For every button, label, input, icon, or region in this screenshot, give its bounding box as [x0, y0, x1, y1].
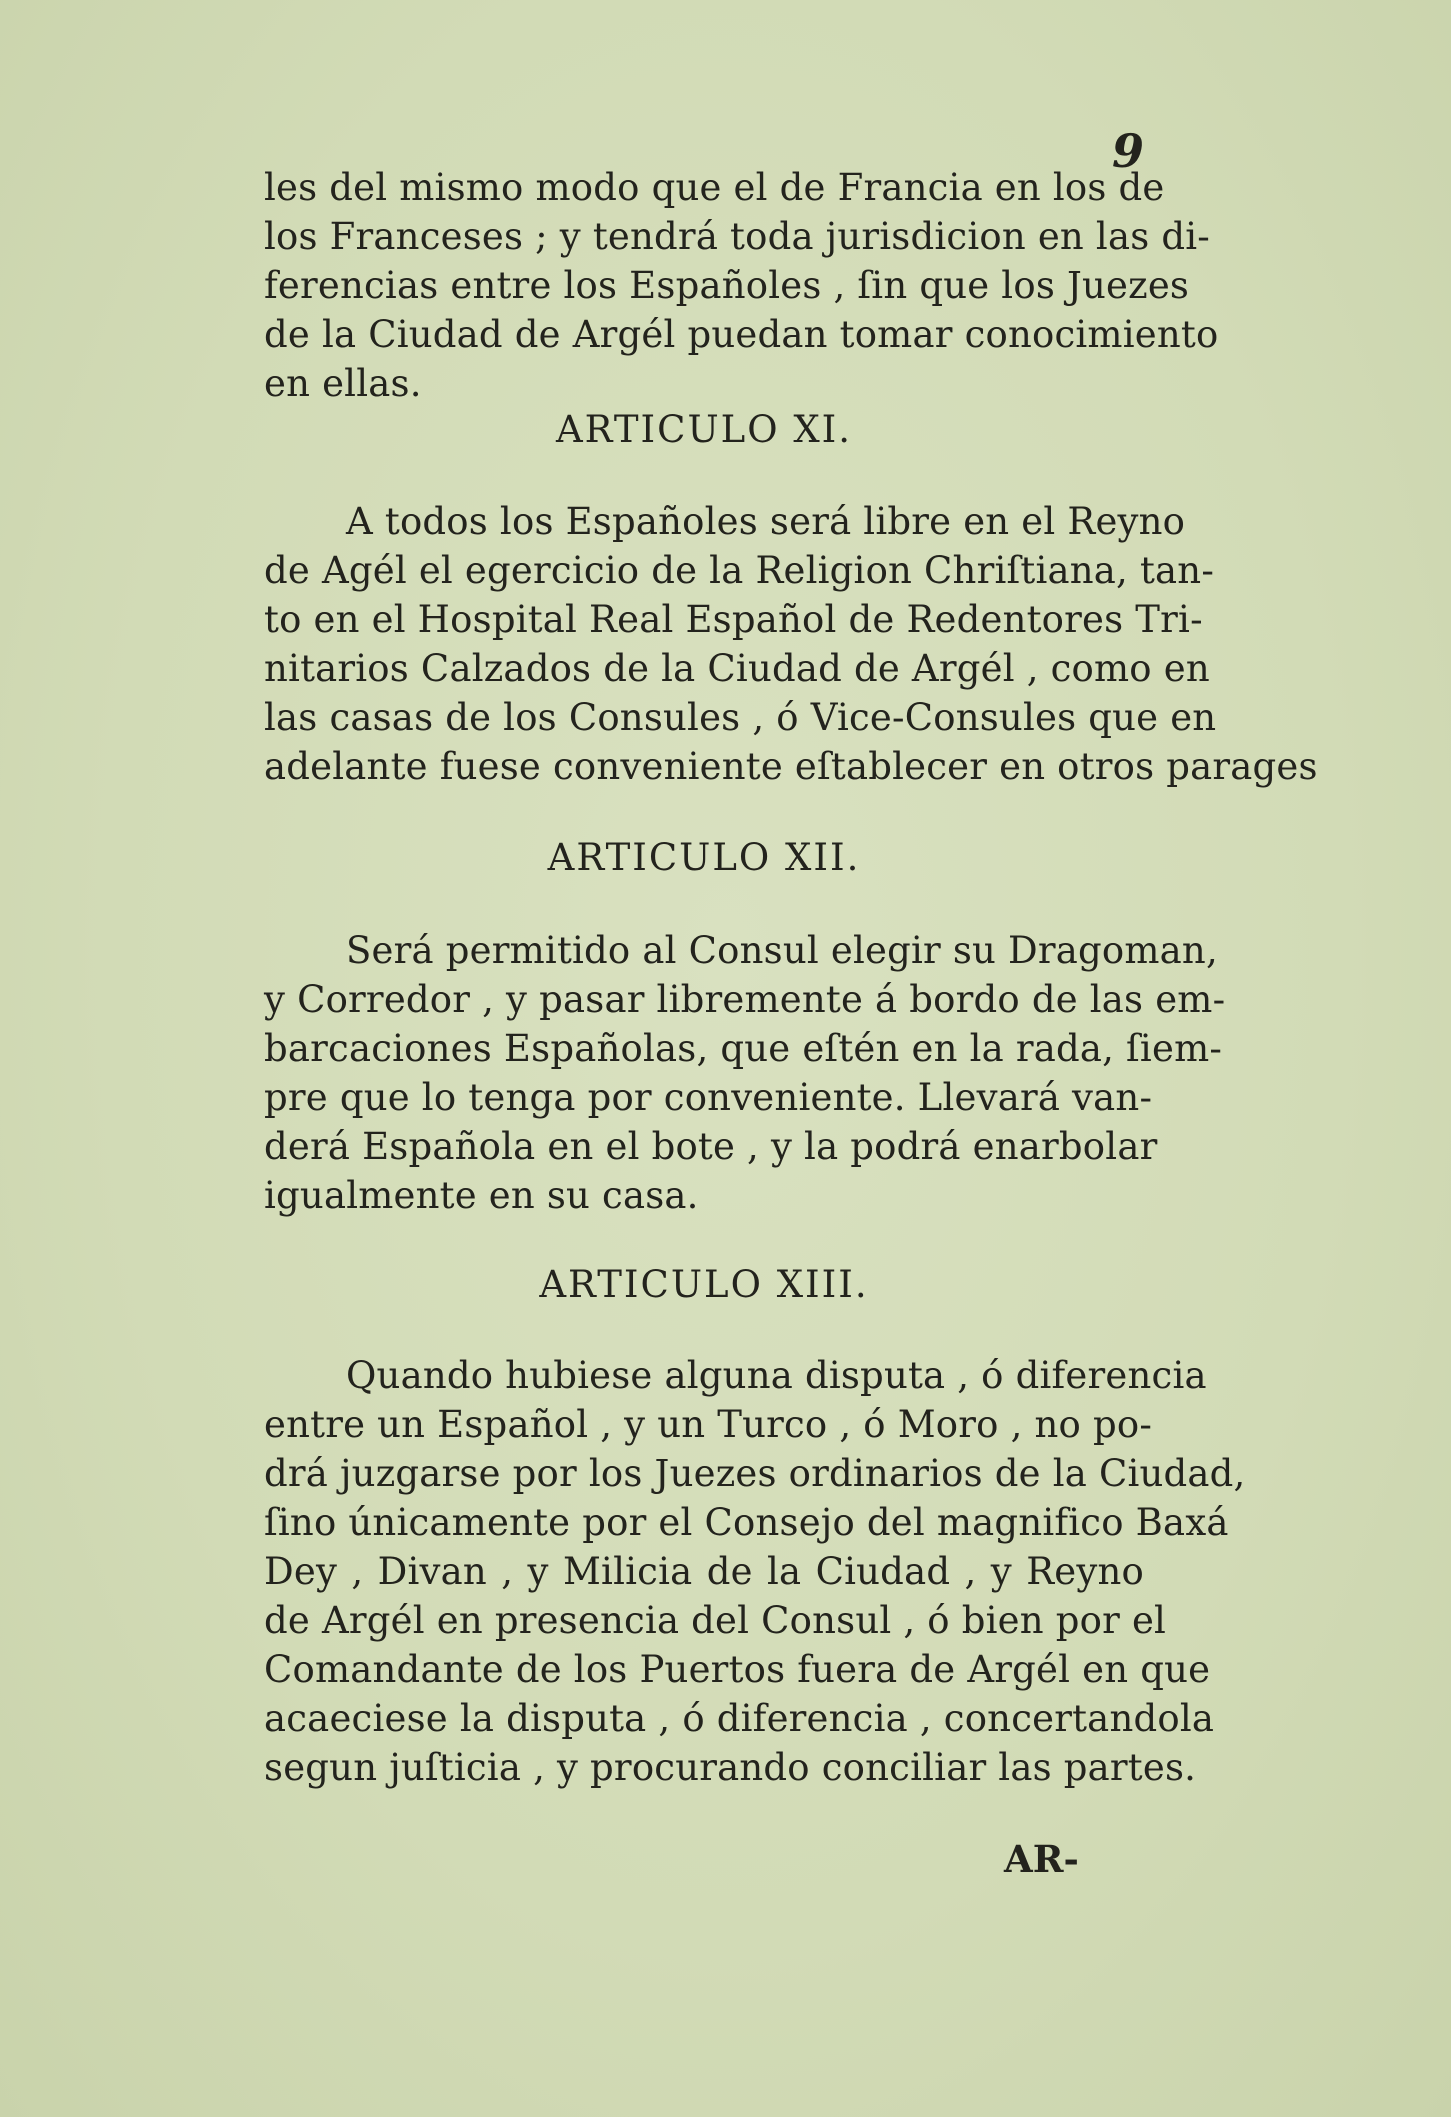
text-line: de la Ciudad de Argél puedan tomar conocimiento	[264, 313, 1219, 356]
text-line: entre un Español , y un Turco , ó Moro , no po-	[264, 1403, 1153, 1446]
text-line: Quando hubiese alguna disputa , ó diferencia	[346, 1354, 1207, 1397]
text-line: las casas de los Consules , ó Vice-Consules que en	[264, 696, 1217, 739]
text-line: ferencias entre los Españoles , ſin que los Juezes	[264, 264, 1190, 307]
text-line: adelante fuese conveniente eſtablecer en otros parages	[264, 745, 1318, 788]
paragraph-intro	[264, 163, 1219, 408]
text-line: derá Española en el bote , y la podrá enarbolar	[264, 1125, 1158, 1168]
text-line: igualmente en su casa.	[264, 1174, 699, 1217]
text-line: Dey , Divan , y Milicia de la Ciudad , y Reyno	[264, 1550, 1144, 1593]
text-line: acaeciese la disputa , ó diferencia , concertandola	[264, 1697, 1215, 1740]
paragraph-article-xi	[264, 497, 1318, 791]
paragraph-article-xiii	[264, 1351, 1246, 1792]
text-line: Comandante de los Puertos fuera de Argél en que	[264, 1648, 1211, 1691]
catchword: AR-	[1004, 1837, 1079, 1881]
text-line: los Franceses ; y tendrá toda jurisdicion en las di-	[264, 215, 1210, 258]
text-line: de Argél en presencia del Consul , ó bien por el	[264, 1599, 1167, 1642]
text-line: to en el Hospital Real Español de Redentores Tri-	[264, 598, 1203, 641]
text-line: Será permitido al Consul elegir su Dragoman,	[346, 929, 1218, 972]
page-number: 9	[1112, 124, 1145, 178]
text-line: A todos los Españoles será libre en el Reyno	[346, 500, 1186, 543]
text-line: nitarios Calzados de la Ciudad de Argél , como en	[264, 647, 1210, 690]
text-line: y Corredor , y pasar libremente á bordo de las em-	[264, 978, 1226, 1021]
text-line: les del mismo modo que el de Francia en los de	[264, 166, 1165, 209]
article-heading-xii: ARTICULO XII.	[547, 836, 861, 879]
article-heading-xiii: ARTICULO XIII.	[539, 1263, 869, 1306]
text-line: de Agél el egercicio de la Religion Chriſtiana, tan-	[264, 549, 1215, 592]
text-line: ſino únicamente por el Consejo del magnifico Baxá	[264, 1501, 1229, 1544]
text-line: en ellas.	[264, 362, 422, 405]
article-heading-xi: ARTICULO XI.	[555, 408, 853, 451]
text-line: pre que lo tenga por conveniente. Llevará van-	[264, 1076, 1153, 1119]
text-line: barcaciones Españolas, que eſtén en la rada, ſiem-	[264, 1027, 1223, 1070]
text-line: drá juzgarse por los Juezes ordinarios de la Ciudad,	[264, 1452, 1246, 1495]
text-line: segun juſticia , y procurando conciliar las partes.	[264, 1746, 1197, 1789]
paragraph-article-xii	[264, 926, 1226, 1220]
